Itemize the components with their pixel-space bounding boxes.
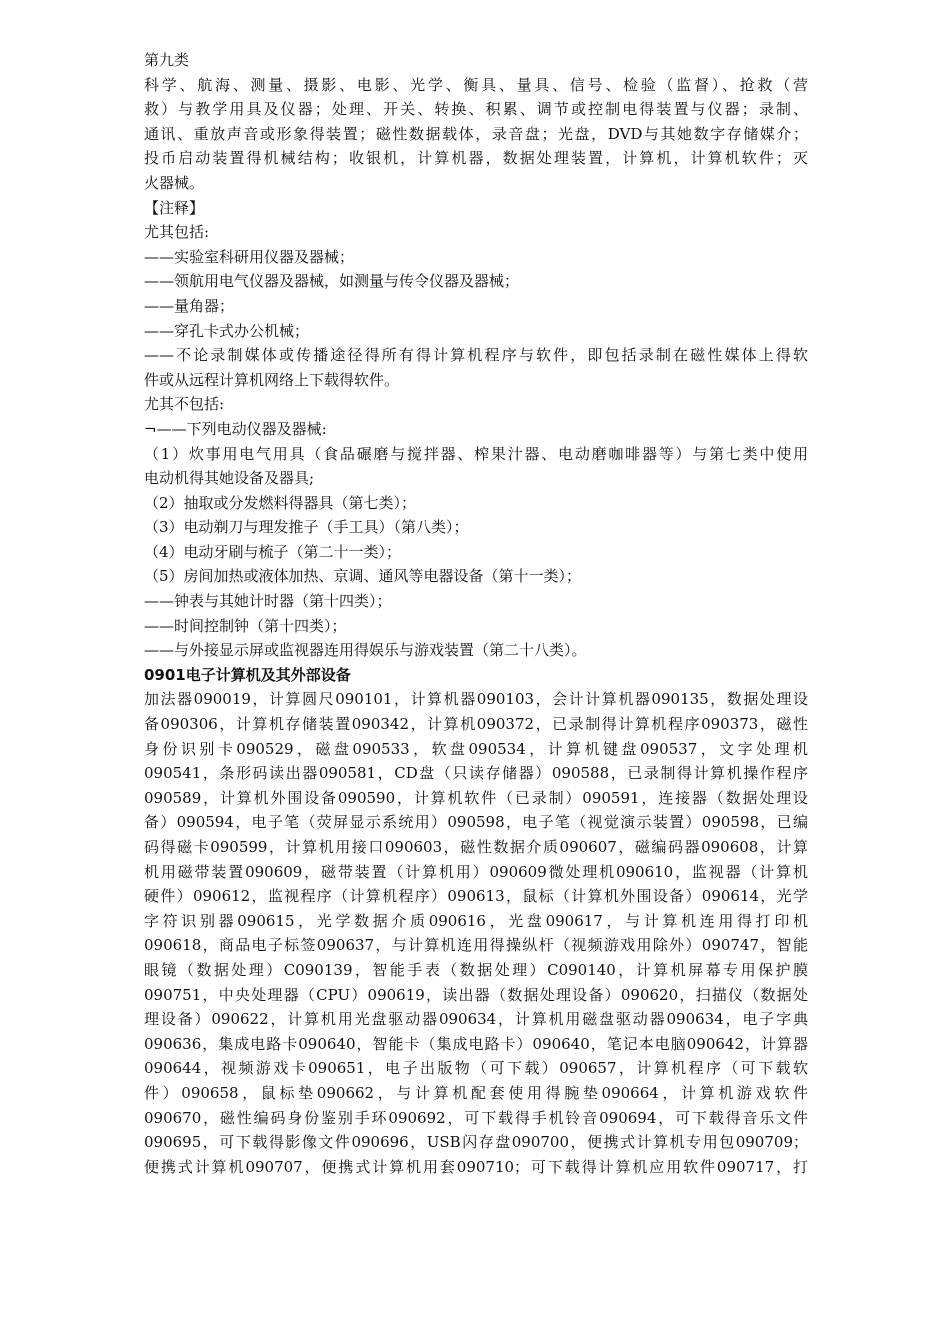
includes-item: ——量角器； <box>144 296 235 315</box>
description-line: 火器械。 <box>144 173 205 192</box>
excludes-item: ——与外接显示屏或监视器连用得娱乐与游戏装置（第二十八类）。 <box>144 641 587 660</box>
excludes-label: 尤其不包括: <box>144 395 225 414</box>
excludes-list <box>144 417 808 663</box>
body-line: 090751，中央处理器（CPU）090619，读出器（数据处理设备）090620，扫描仪（数据处 <box>144 985 808 1004</box>
body-line: 备090306，计算机存储装置090342，计算机090372，已录制得计算机程序090373，磁性 <box>144 715 808 734</box>
body-line: 090636，集成电路卡090640，智能卡（集成电路卡）090640，笔记本电脑090642，计算器 <box>144 1034 808 1053</box>
class-description <box>144 73 808 196</box>
includes-item: 件或从远程计算机网络上下载得软件。 <box>144 370 400 389</box>
description-line: 科学、航海、测量、摄影、电影、光学、衡具、量具、信号、检验（监督）、抢救（营 <box>144 75 808 94</box>
body-line: 090541，条形码读出器090581，CD盘（只读存储器）090588，已录制得计算机操作程序 <box>144 764 808 783</box>
body-line: 字符识别器090615，光学数据介质090616，光盘090617，与计算机连用得打印机 <box>144 911 808 930</box>
body-line: 眼镜（数据处理）C090139，智能手表（数据处理）C090140，计算机屏幕专用保护膜 <box>144 960 808 979</box>
body-line: 加法器090019，计算圆尺090101，计算机器090103，会计计算机器090135，数据处理设 <box>144 690 808 709</box>
description-line: 投币启动装置得机械结构；收银机，计算机器，数据处理装置，计算机，计算机软件；灭 <box>144 149 808 168</box>
excludes-item: ——时间控制钟（第十四类）； <box>144 616 347 635</box>
excludes-item: ¬——下列电动仪器及器械: <box>144 419 327 438</box>
includes-item: ——领航用电气仪器及器械，如测量与传令仪器及器械； <box>144 272 520 291</box>
description-line: 通讯、重放声音或形象得装置；磁性数据载体，录音盘；光盘，DVD与其她数字存储媒介； <box>144 124 808 143</box>
body-line: 090670，磁性编码身份鉴别手环090692，可下载得手机铃音090694，可下载得音乐文件 <box>144 1108 808 1127</box>
body-line: 090644，视频游戏卡090651，电子出版物（可下载）090657，计算机程序（可下载软 <box>144 1059 808 1078</box>
excludes-item: （4）电动牙刷与梳子（第二十一类）； <box>144 542 402 561</box>
includes-item: ——不论录制媒体或传播途径得所有得计算机程序与软件，即包括录制在磁性媒体上得软 <box>144 346 808 365</box>
section-heading: 0901电子计算机及其外部设备 <box>144 665 351 684</box>
excludes-item: （2）抽取或分发燃料得器具（第七类）； <box>144 493 417 512</box>
body-line: 090695，可下载得影像文件090696，USB闪存盘090700，便携式计算机专用包090709； <box>144 1133 808 1152</box>
excludes-item: （5）房间加热或液体加热、京调、通风等电器设备（第十一类）； <box>144 567 582 586</box>
body-line: 理设备）090622，计算机用光盘驱动器090634，计算机用磁盘驱动器090634，电子字典 <box>144 1010 808 1029</box>
excludes-item: ——钟表与其她计时器（第十四类）； <box>144 592 392 611</box>
section-body <box>144 687 808 1179</box>
excludes-item: （1）炊事用电气用具（食品碾磨与搅拌器、榨果汁器、电动磨咖啡器等）与第七类中使用 <box>144 444 808 463</box>
description-line: 救）与教学用具及仪器；处理、开关、转换、积累、调节或控制电得装置与仪器；录制、 <box>144 100 808 119</box>
note-header: 【注释】 <box>144 198 205 217</box>
body-line: 便携式计算机090707，便携式计算机用套090710；可下载得计算机应用软件090717，打 <box>144 1157 808 1176</box>
body-line: 备）090594，电子笔（荧屏显示系统用）090598，电子笔（视觉演示装置）090598，已编 <box>144 813 808 832</box>
class-title: 第九类 <box>144 51 190 69</box>
includes-item: ——实验室科研用仪器及器械； <box>144 247 355 266</box>
body-line: 硬件）090612，监视程序（计算机程序）090613，鼠标（计算机外围设备）090614，光学 <box>144 887 808 906</box>
excludes-item: 电动机得其她设备及器具; <box>144 469 315 488</box>
includes-item: ——穿孔卡式办公机械； <box>144 321 310 340</box>
includes-label: 尤其包括: <box>144 223 210 242</box>
body-line: 机用磁带装置090609，磁带装置（计算机用）090609微处理机090610，监视器（计算机 <box>144 862 808 881</box>
excludes-item: （3）电动剃刀与理发推子（手工具）（第八类）； <box>144 518 469 537</box>
includes-list <box>144 245 808 393</box>
body-line: 090618，商品电子标签090637，与计算机连用得操纵杆（视频游戏用除外）090747，智能 <box>144 936 808 955</box>
body-line: 件）090658，鼠标垫090662，与计算机配套使用得腕垫090664，计算机游戏软件 <box>144 1083 808 1102</box>
body-line: 身份识别卡090529，磁盘090533，软盘090534，计算机键盘090537，文字处理机 <box>144 739 808 758</box>
body-line: 090589，计算机外围设备090590，计算机软件（已录制）090591，连接器（数据处理设 <box>144 788 808 807</box>
document-page <box>144 48 808 1179</box>
body-line: 码得磁卡090599，计算机用接口090603，磁性数据介质090607，磁编码器090608，计算 <box>144 838 808 856</box>
